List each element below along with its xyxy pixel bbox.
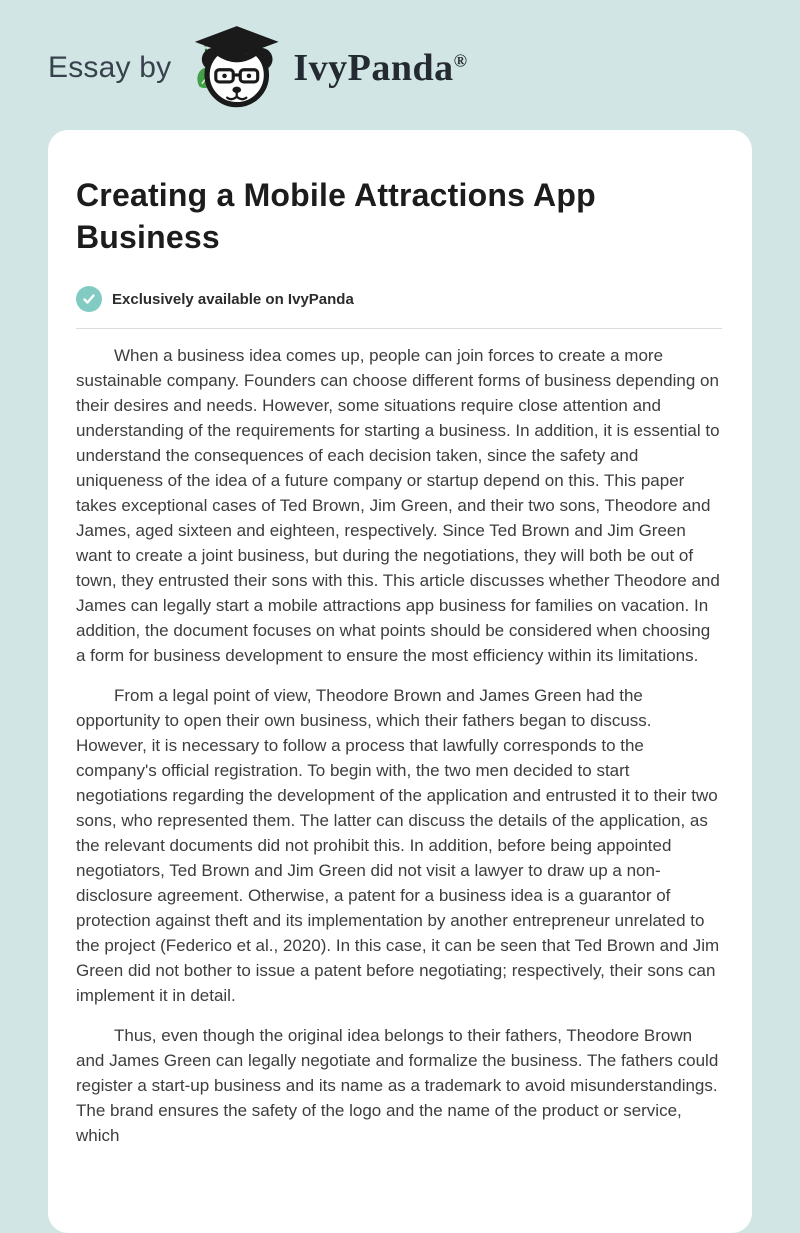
- essay-title: Creating a Mobile Attractions App Business: [76, 177, 596, 255]
- panda-graduate-logo-icon: [187, 24, 283, 112]
- brand-logo: [187, 24, 467, 112]
- divider: [76, 328, 722, 329]
- brand-wordmark: [293, 46, 467, 90]
- registered-trademark-symbol: ®: [453, 50, 468, 71]
- essay-paragraph: Thus, even though the original idea belongs to their fathers, Theodore Brown and James Green can legally negotiate and formalize the business. The fathers could register a start-up business and its name as a trademark to avoid misunderstandings. The brand ensures the safety of the logo and the name of the product or service, which: [76, 1026, 719, 1145]
- essay-paragraph: When a business idea comes up, people can join forces to create a more sustainable company. Founders can choose different forms of business depending on their desires and needs. However, some situations require close attention and understanding of the requirements for starting a business. In addition, it is essential to understand the consequences of each decision taken, since the safety and uniqueness of the idea of a future company or startup depend on this. This paper takes exceptional cases of Ted Brown, Jim Green, and their two sons, Theodore and James, aged sixteen and eighteen, respectively. Since Ted Brown and Jim Green want to create a joint business, but during the negotiations, they will both be out of town, they entrusted their sons with this. This article discusses whether Theodore and James can legally start a mobile attractions app business for families on vacation. In addition, the document focuses on what points should be considered when choosing a form for business development to ensure the most efficiency within its limitations.: [76, 346, 720, 665]
- brand-name-text: IvyPanda: [293, 47, 454, 89]
- essay-card: [48, 130, 752, 1233]
- exclusive-badge: [76, 286, 722, 312]
- page-header: [0, 0, 800, 130]
- check-icon: [76, 286, 102, 312]
- essay-body: [76, 343, 722, 1148]
- essay-paragraph: From a legal point of view, Theodore Brown and James Green had the opportunity to open their own business, which their fathers began to discuss. However, it is necessary to follow a process that lawfully corresponds to the company's official registration. To begin with, the two men decided to start negotiations regarding the development of the application and entrusted it to their two sons, who represented them. The latter can discuss the details of the application, as the relevant documents did not prohibit this. In addition, before being appointed negotiators, Ted Brown and Jim Green did not visit a lawyer to draw up a non-disclosure agreement. Otherwise, a patent for a business idea is a guarantor of protection against theft and its implementation by another entrepreneur unrelated to the project (Federico et al., 2020). In this case, it can be seen that Ted Brown and Jim Green did not bother to issue a patent before negotiating; respectively, their sons can implement it in detail.: [76, 686, 720, 1005]
- essay-by-label: Essay by: [48, 51, 172, 84]
- exclusive-badge-label: Exclusively available on IvyPanda: [112, 290, 354, 308]
